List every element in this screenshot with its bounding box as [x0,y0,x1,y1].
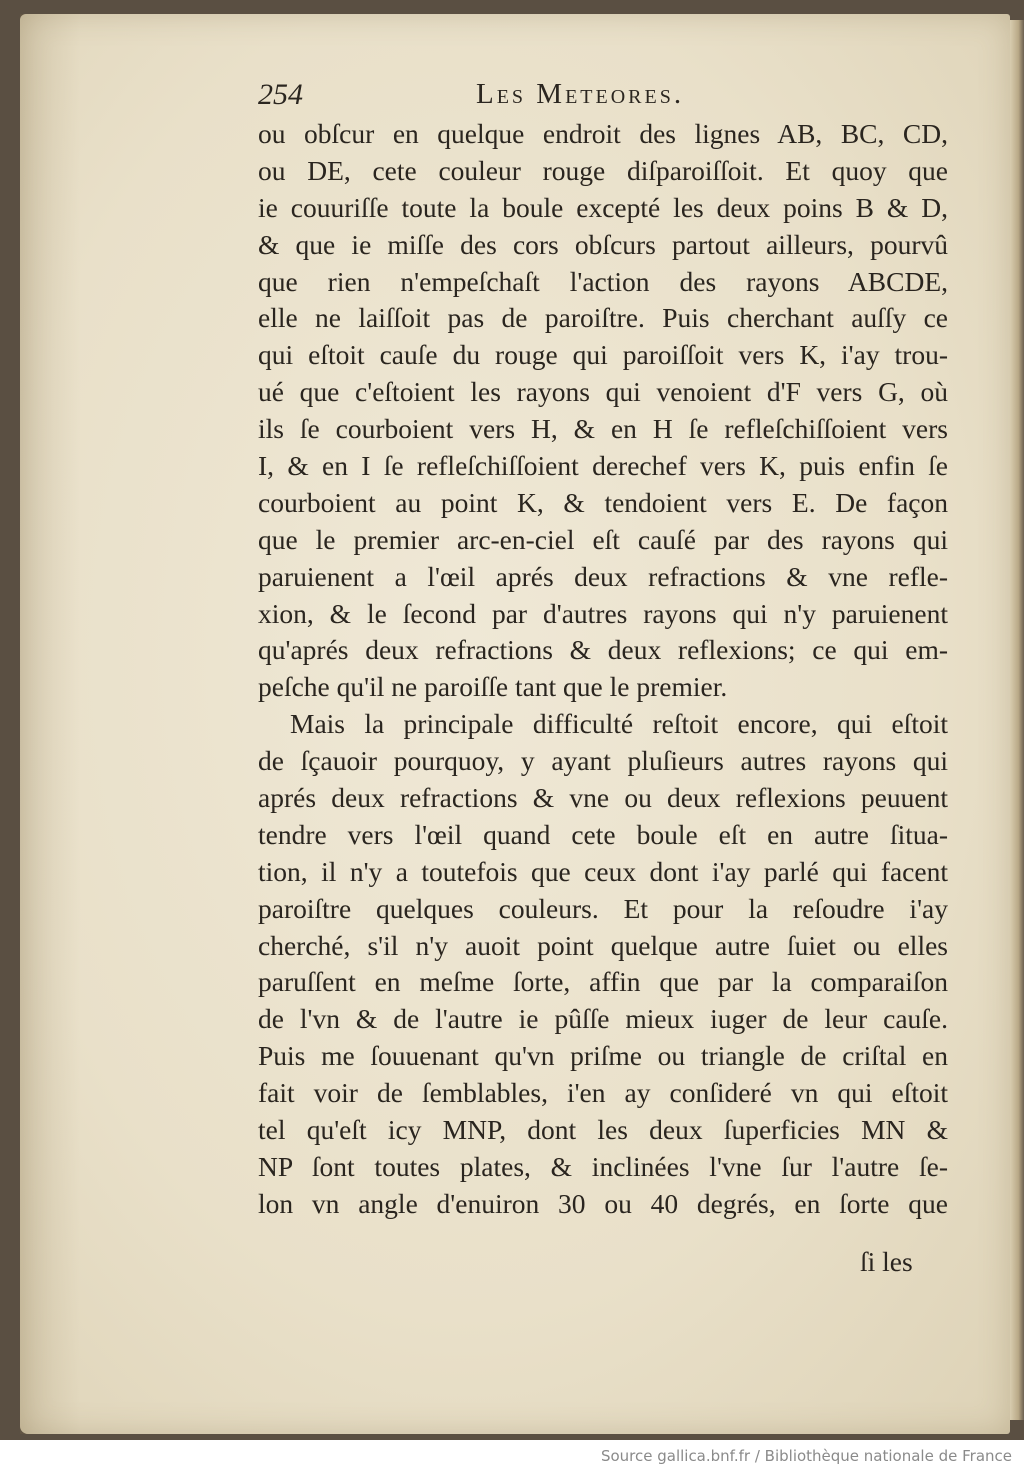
text-line: I, & en I ſe refleſchiſſoient derechef vers K, puis enfin ſe [258,450,948,482]
text-line: elle ne laiſſoit pas de paroiſtre. Puis cherchant auſſy ce [258,302,948,334]
gutter-shadow [20,14,80,1434]
text-line: que le premier arc-en-ciel eſt cauſé par des rayons qui [258,523,948,555]
source-credit: Source gallica.bnf.fr / Bibliothèque nationale de France [600,1447,1012,1465]
catchword: ſi les [860,1246,913,1277]
text-line: cherché, s'il n'y auoit point quelque autre ſuiet ou elles [258,929,948,961]
text-line: lon vn angle d'enuiron 30 ou 40 degrés, en ſorte que [258,1187,948,1219]
text-line: paroiſtre quelques couleurs. Et pour la reſoudre i'ay [258,892,948,924]
running-title: Les Meteores. [476,78,685,110]
paragraph-first-line: Mais la principale difficulté reſtoit encore, qui eſtoit [290,708,948,740]
text-line: ou DE, cete couleur rouge diſparoiſſoit. Et quoy que [258,154,948,186]
body-text [258,116,948,1223]
text-line: tendre vers l'œil quand cete boule eſt en autre ſitua- [258,818,948,850]
text-line: ou obſcur en quelque endroit des lignes AB, BC, CD, [258,118,948,149]
text-line: NP ſont toutes plates, & inclinées l'vne ſur l'autre ſe- [258,1150,948,1182]
text-line: aprés deux refractions & vne ou deux reflexions peuuent [258,782,948,814]
text-line: de l'vn & de l'autre ie pûſſe mieux iuger de leur cauſe. [258,1003,948,1035]
text-line: tel qu'eſt icy MNP, dont les deux ſuperficies MN & [258,1114,948,1146]
text-line: qu'aprés deux refractions & deux reflexions; ce qui em- [258,634,948,666]
text-line: paruienent a l'œil aprés deux refractions & vne refle- [258,560,948,592]
text-line: que rien n'empeſchaſt l'action des rayons ABCDE, [258,265,948,297]
text-line: fait voir de ſemblables, i'en ay conſideré vn qui eſtoit [258,1077,948,1109]
text-line: ils ſe courboient vers H, & en H ſe refleſchiſſoient vers [258,413,948,445]
text-line: tion, il n'y a toutefois que ceux dont i'ay parlé qui facent [258,855,948,887]
source-bar [0,1440,1024,1473]
page-edge [1010,20,1024,1420]
text-line: ie couuriſſe toute la boule excepté les deux poins B & D, [258,191,948,223]
page-header [258,78,938,118]
page-number: 254 [258,78,303,111]
text-line: de ſçauoir pourquoy, y ayant pluſieurs autres rayons qui [258,745,948,777]
text-line: & que ie miſſe des cors obſcurs partout ailleurs, pourvû [258,228,948,260]
text-line: xion, & le ſecond par d'autres rayons qui n'y paruienent [258,597,948,629]
text-line: peſche qu'il ne paroiſſe tant que le premier. [258,671,728,703]
text-line: courboient au point K, & tendoient vers E. De façon [258,486,948,518]
text-line: paruſſent en meſme ſorte, affin que par la comparaiſon [258,966,948,998]
text-line: qui eſtoit cauſe du rouge qui paroiſſoit vers K, i'ay trou- [258,339,948,371]
text-line: ué que c'eſtoient les rayons qui venoient d'F vers G, où [258,376,948,408]
text-line: Puis me ſouuenant qu'vn priſme ou triangle de criſtal en [258,1040,948,1072]
